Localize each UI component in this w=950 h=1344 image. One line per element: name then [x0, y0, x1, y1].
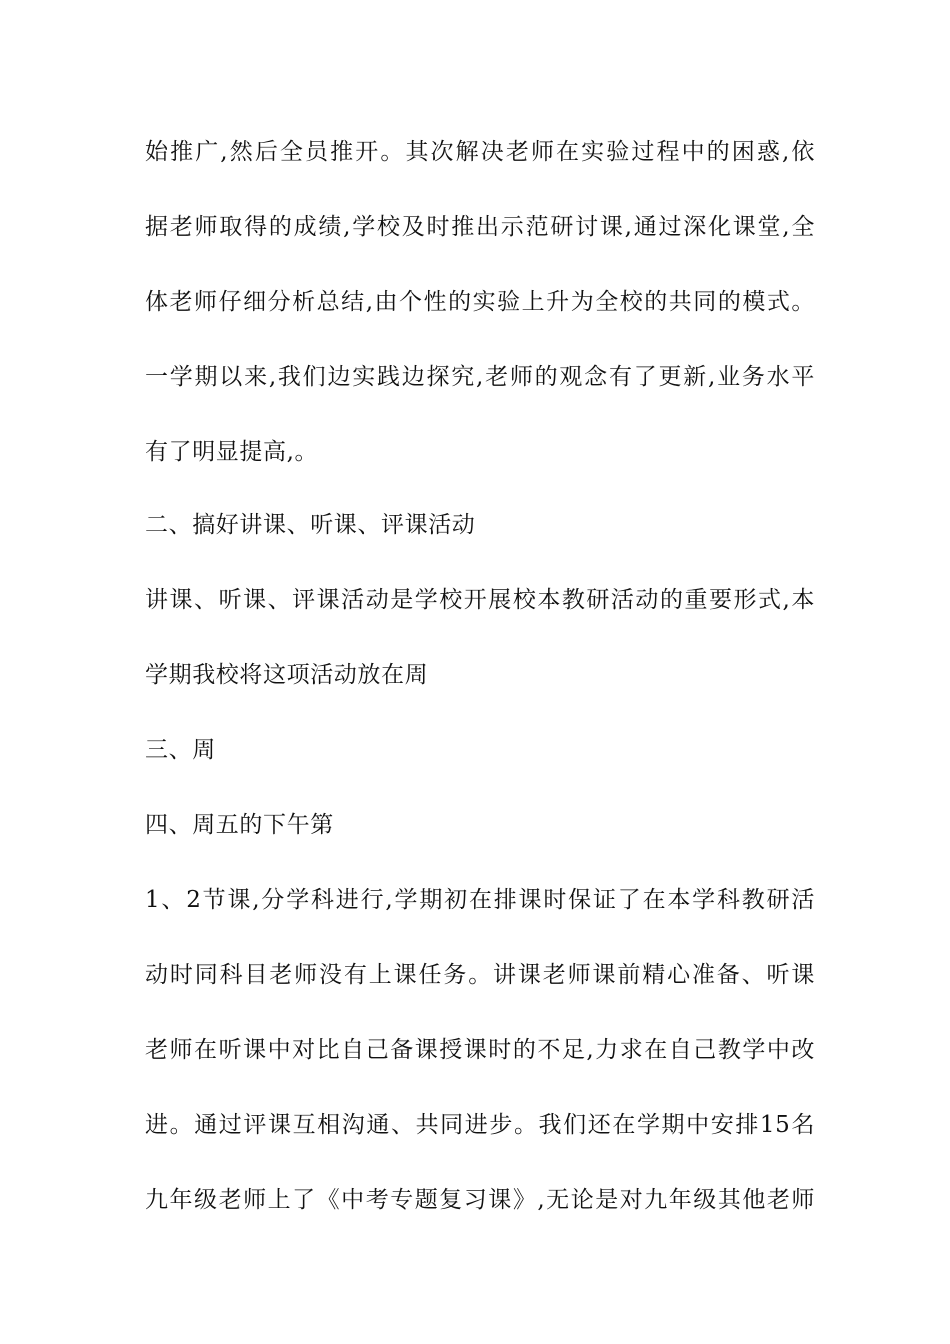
section-heading: 二、搞好讲课、听课、评课活动: [145, 512, 476, 538]
text-line: 学期我校将这项活动放在周: [145, 662, 429, 688]
text-line: 老师在听课中对比自己备课授课时的不足,力求在自己教学中改: [145, 1037, 815, 1063]
text-line: 体老师仔细分析总结,由个性的实验上升为全校的共同的模式。: [145, 289, 815, 315]
text-line: 进。通过评课互相沟通、共同进步。我们还在学期中安排15名: [145, 1112, 815, 1138]
text-line: 动时同科目老师没有上课任务。讲课老师课前精心准备、听课: [145, 962, 815, 988]
text-line: 讲课、听课、评课活动是学校开展校本教研活动的重要形式,本: [145, 587, 815, 613]
text-line: 有了明显提高,。: [145, 439, 319, 465]
text-line: 1、2节课,分学科进行,学期初在排课时保证了在本学科教研活: [145, 887, 815, 913]
section-heading: 四、周五的下午第: [145, 812, 334, 838]
text-line: 据老师取得的成绩,学校及时推出示范研讨课,通过深化课堂,全: [145, 214, 815, 240]
text-line: 始推广,然后全员推开。其次解决老师在实验过程中的困惑,依: [145, 139, 815, 165]
section-heading: 三、周: [145, 737, 216, 763]
text-line: 九年级老师上了《中考专题复习课》,无论是对九年级其他老师: [145, 1187, 815, 1213]
text-line: 一学期以来,我们边实践边探究,老师的观念有了更新,业务水平: [145, 364, 815, 390]
